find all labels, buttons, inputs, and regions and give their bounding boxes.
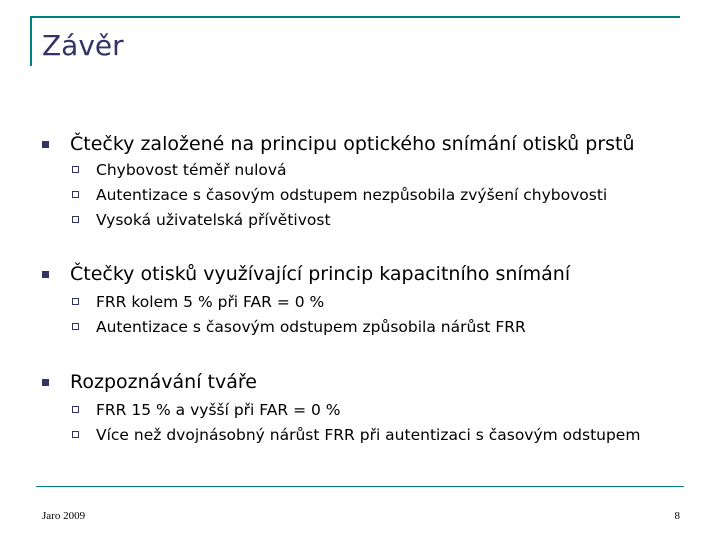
list-item: FRR 15 % a vyšší při FAR = 0 % bbox=[96, 401, 341, 419]
list-item: Autentizace s časovým odstupem způsobila nárůst FRR bbox=[96, 318, 526, 336]
list-item: FRR kolem 5 % při FAR = 0 % bbox=[96, 293, 325, 311]
bullet-hollow-square-icon bbox=[72, 191, 79, 198]
footer-date: Jaro 2009 bbox=[42, 510, 86, 522]
bullet-square-icon bbox=[42, 141, 49, 148]
bullet-square-icon bbox=[42, 379, 49, 386]
bullet-hollow-square-icon bbox=[72, 406, 79, 413]
bullet-hollow-square-icon bbox=[72, 431, 79, 438]
bullet-hollow-square-icon bbox=[72, 298, 79, 305]
list-item: Více než dvojnásobný nárůst FRR při autentizaci s časovým odstupem bbox=[96, 426, 641, 444]
bullet-hollow-square-icon bbox=[72, 166, 79, 173]
slide-title: Závěr bbox=[42, 29, 124, 62]
section-heading: Rozpoznávání tváře bbox=[70, 371, 257, 393]
title-frame-line bbox=[30, 16, 680, 66]
section-heading: Čtečky založené na principu optického snímání otisků prstů bbox=[70, 133, 635, 155]
bullet-square-icon bbox=[42, 271, 49, 278]
list-item: Chybovost téměř nulová bbox=[96, 161, 287, 179]
bullet-hollow-square-icon bbox=[72, 323, 79, 330]
list-item: Autentizace s časovým odstupem nezpůsobila zvýšení chybovosti bbox=[96, 186, 608, 204]
section-heading: Čtečky otisků využívající princip kapacitního snímání bbox=[70, 263, 571, 285]
list-item: Vysoká uživatelská přívětivost bbox=[96, 211, 331, 229]
page-number: 8 bbox=[674, 510, 680, 522]
bullet-hollow-square-icon bbox=[72, 216, 79, 223]
footer-divider bbox=[36, 486, 684, 487]
